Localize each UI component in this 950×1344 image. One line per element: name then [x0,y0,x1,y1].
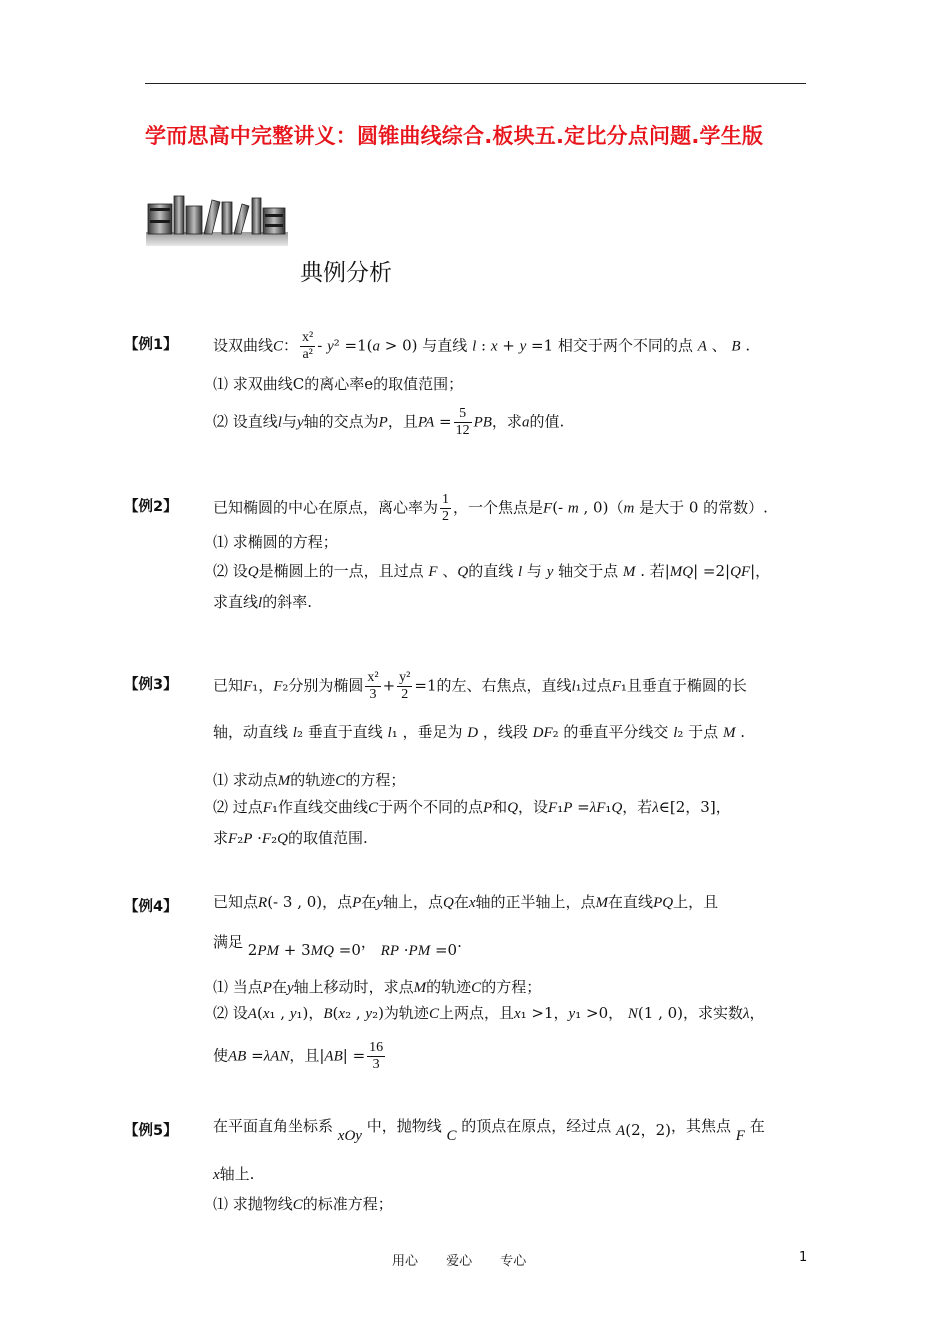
example-1-line-3: ⑵ 设直线l与y轴的交点为P，且PA = $\frac{5}{12}$ PB，求a的值. [213,406,565,438]
example-1-line-1: 设双曲线C： $\frac{\text{x²}}{\text{a²}}$ - y² =1(a > 0) 与直线 l : x + y =1 相交于两个不同的点 A 、 B . [213,330,751,362]
example-2-line-4: 求直线l的斜率. [213,593,312,611]
example-4-line-3: ⑴ 当点P在y轴上移动时，求点M的轨迹C的方程； [213,978,542,996]
example-4-line-4: ⑵ 设A(x₁ , y₁)，B(x₂ , y₂)为轨迹C上两点，且x₁ >1，y₁ >0， N(1 , 0)，求实数λ， [213,1004,765,1022]
example-3-line-2: 轴，动直线 l₂ 垂直于直线 l₁ ，垂足为 D ，线段 DF₂ 的垂直平分线交 l₂ 于点 M . [213,723,745,741]
section-title: 典例分析 [300,260,392,286]
example-4-line-1: 已知点R(- 3 , 0)，点P在y轴上，点Q在x轴的正半轴上，点M在直线PQ上，且 [213,893,719,911]
example-4-line-2: 满足 2PM + 3MQ =0， RP ·PM =0. [213,933,462,959]
example-3-line-1: 已知F₁，F₂分别为椭圆 $\frac{\text{x²}}{3}$ + $\frac{\text{y²}}{2}$ =1的左、右焦点，直线l₁过点F₁且垂直于椭圆的长 [213,670,747,702]
example-1-label: 【例1】 [124,337,178,353]
example-2-label: 【例2】 [124,499,178,515]
example-4-label: 【例4】 [124,899,178,915]
example-3-line-3: ⑴ 求动点M的轨迹C的方程； [213,771,406,789]
example-5-line-3: ⑴ 求抛物线C的标准方程； [213,1195,393,1213]
example-3-label: 【例3】 [124,677,178,693]
example-5-line-1: 在平面直角坐标系 xOy 中，抛物线 C 的顶点在原点，经过点 A(2，2)，其焦点 F 在 [213,1117,765,1144]
footer-motto: 用心 爱心 专心 [392,1254,527,1269]
example-2-line-1: 已知椭圆的中心在原点，离心率为 $\frac{1}{2}$ ，一个焦点是F(- m , 0)（m 是大于 0 的常数）. [213,492,768,524]
books-logo-icon [146,192,288,248]
example-5-line-2: x轴上. [213,1165,255,1183]
example-4-line-5: 使AB =λAN，且|AB| = $\frac{16}{3}$ [213,1040,384,1072]
document-title: 学而思高中完整讲义：圆锥曲线综合.板块五.定比分点问题.学生版 [145,124,764,148]
example-3-line-5: 求F₂P ·F₂Q的取值范围. [213,829,368,847]
page-number: 1 [799,1250,808,1265]
example-2-line-3: ⑵ 设Q是椭圆上的一点，且过点 F 、Q的直线 l 与 y 轴交于点 M . 若|MQ| =2|QF|， [213,562,771,580]
example-3-line-4: ⑵ 过点F₁作直线交曲线C于两个不同的点P和Q，设F₁P =λF₁Q，若λ∈[2，3]， [213,798,731,816]
header-rule [145,83,806,84]
example-5-label: 【例5】 [124,1123,178,1139]
example-1-line-2: ⑴ 求双曲线C的离心率e的取值范围； [213,375,464,393]
example-2-line-2: ⑴ 求椭圆的方程； [213,533,338,551]
